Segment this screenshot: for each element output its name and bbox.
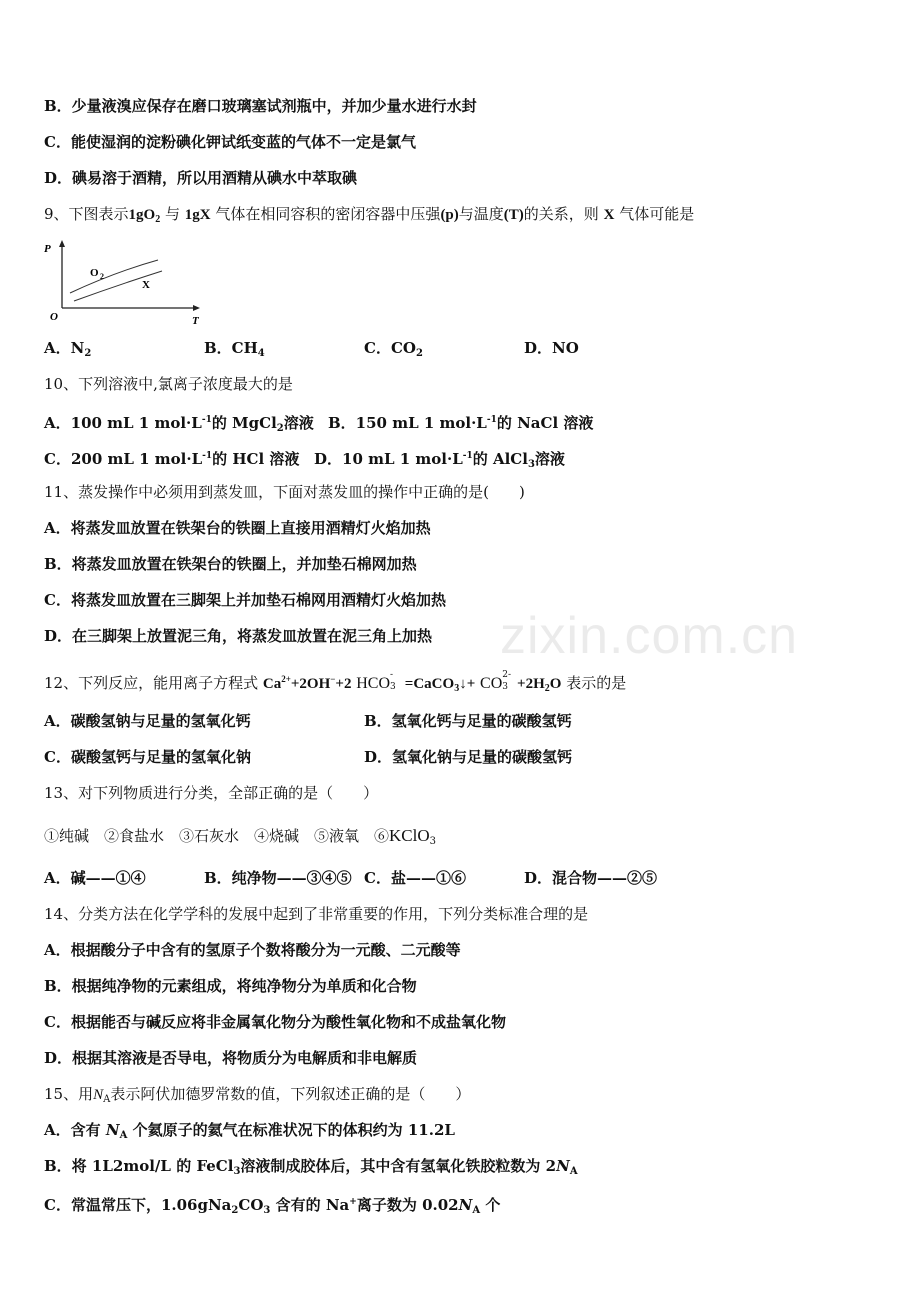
q15-option-a: A．含有 $N_A$ 个氦原子的氦气在标准状况下的体积约为 11.2L (44, 1121, 455, 1141)
q10-option-c: C．200 mL 1 $mol\cdot L^{-1}$的 HCl 溶液 (44, 450, 300, 468)
q12-stem: 12、下列反应，能用离子方程式 $Ca^{2+}+2OH^-+2$ HCO - 3 =CaCO$_3$↓+ CO 2- 3 $+2H_2O$ 表示的是 (44, 670, 627, 694)
q10-option-a: A．100 mL 1 $mol\cdot L^{-1}$的 MgCl$_2$溶液 (44, 414, 314, 434)
q14-option-d: D．根据其溶液是否导电，将物质分为电解质和非电解质 (44, 1049, 418, 1067)
q13-option-b: B．纯净物——③④⑤ (204, 869, 352, 887)
q13-option-a: A．碱——①④ (44, 869, 146, 887)
q9-option-a: A．$N_2$ (44, 339, 92, 359)
graph-x-arrow (193, 305, 200, 311)
q10-option-d: D．10 mL 1 $mol\cdot L^{-1}$的 AlCl$_3$溶液 (314, 450, 565, 470)
q11-option-b: B．将蒸发皿放置在铁架台的铁圈上，并加垫石棉网加热 (44, 555, 417, 573)
q12-option-c: C．碳酸氢钙与足量的氢氧化钠 (44, 748, 251, 766)
q14-option-b: B．根据纯净物的元素组成，将纯净物分为单质和化合物 (44, 977, 417, 995)
pressure-temperature-graph (40, 238, 210, 328)
q12-option-b: B．氢氧化钙与足量的碳酸氢钙 (364, 712, 572, 730)
q8-option-d: D．碘易溶于酒精，所以用酒精从碘水中萃取碘 (44, 169, 358, 187)
q12-option-a: A．碳酸氢钠与足量的氢氧化钙 (44, 712, 251, 730)
graph-y-arrow (59, 240, 65, 247)
graph-label-o: O (50, 311, 58, 323)
q11-option-a: A．将蒸发皿放置在铁架台的铁圈上直接用酒精灯火焰加热 (44, 519, 431, 537)
q14-option-c: C．根据能否与碱反应将非金属氧化物分为酸性氧化物和不成盐氧化物 (44, 1013, 506, 1031)
graph-label-t: T (192, 315, 199, 327)
q14-stem: 14、分类方法在化学学科的发展中起到了非常重要的作用，下列分类标准合理的是 (44, 905, 589, 923)
q11-stem: 11、蒸发操作中必须用到蒸发皿，下面对蒸发皿的操作中正确的是( ) (44, 483, 525, 501)
q13-option-c: C．盐——①⑥ (364, 869, 466, 887)
q13-option-d: D．混合物——②⑤ (524, 869, 658, 887)
q9-option-c: C．$CO_2$ (364, 339, 423, 359)
q15-option-c: C．常温常压下，$1.06gNa_2CO_3$ 含有的 Na+离子数为 $0.02N_A$ 个 (44, 1196, 501, 1216)
graph-label-o2: O (90, 267, 99, 279)
q9-stem: 9、下图表示$1gO_2$ 与 1gX 气体在相同容积的密闭容器中压强(p)与温度(T)的关系，则 X 气体可能是 (44, 205, 695, 225)
q10-option-b: B．150 mL 1 $mol\cdot L^{-1}$的 NaCl 溶液 (328, 414, 594, 432)
q14-option-a: A．根据酸分子中含有的氢原子个数将酸分为一元酸、二元酸等 (44, 941, 461, 959)
q11-option-d: D．在三脚架上放置泥三角，将蒸发皿放置在泥三角上加热 (44, 627, 433, 645)
graph-label-x: X (142, 279, 150, 291)
q9-option-b: B．$CH_4$ (204, 339, 265, 359)
graph-label-p: P (44, 243, 51, 255)
q13-items: ①纯碱 ②食盐水 ③石灰水 ④烧碱 ⑤液氧 ⑥KClO$_3$ (44, 826, 437, 847)
q8-option-c: C．能使湿润的淀粉碘化钾试纸变蓝的气体不一定是氯气 (44, 133, 416, 151)
q15-option-b: B．将 1L2mol/L 的 FeCl$_3$溶液制成胶体后，其中含有氢氧化铁胶粒数为 $2N_A$ (44, 1157, 578, 1177)
q9-option-d: D．NO (524, 339, 579, 357)
q8-option-b: B．少量液溴应保存在磨口玻璃塞试剂瓶中，并加少量水进行水封 (44, 97, 477, 115)
q13-stem: 13、对下列物质进行分类，全部正确的是（ ） (44, 784, 379, 802)
q11-option-c: C．将蒸发皿放置在三脚架上并加垫石棉网用酒精灯火焰加热 (44, 591, 446, 609)
q10-stem: 10、下列溶液中,氯离子浓度最大的是 (44, 375, 293, 393)
graph-label-o2-sub: 2 (100, 272, 104, 281)
q15-stem: 15、用$N_A$表示阿伏加德罗常数的值，下列叙述正确的是（ ） (44, 1085, 471, 1105)
q12-option-d: D．氢氧化钠与足量的碳酸氢钙 (364, 748, 573, 766)
watermark: zixin.com.cn (500, 607, 799, 665)
